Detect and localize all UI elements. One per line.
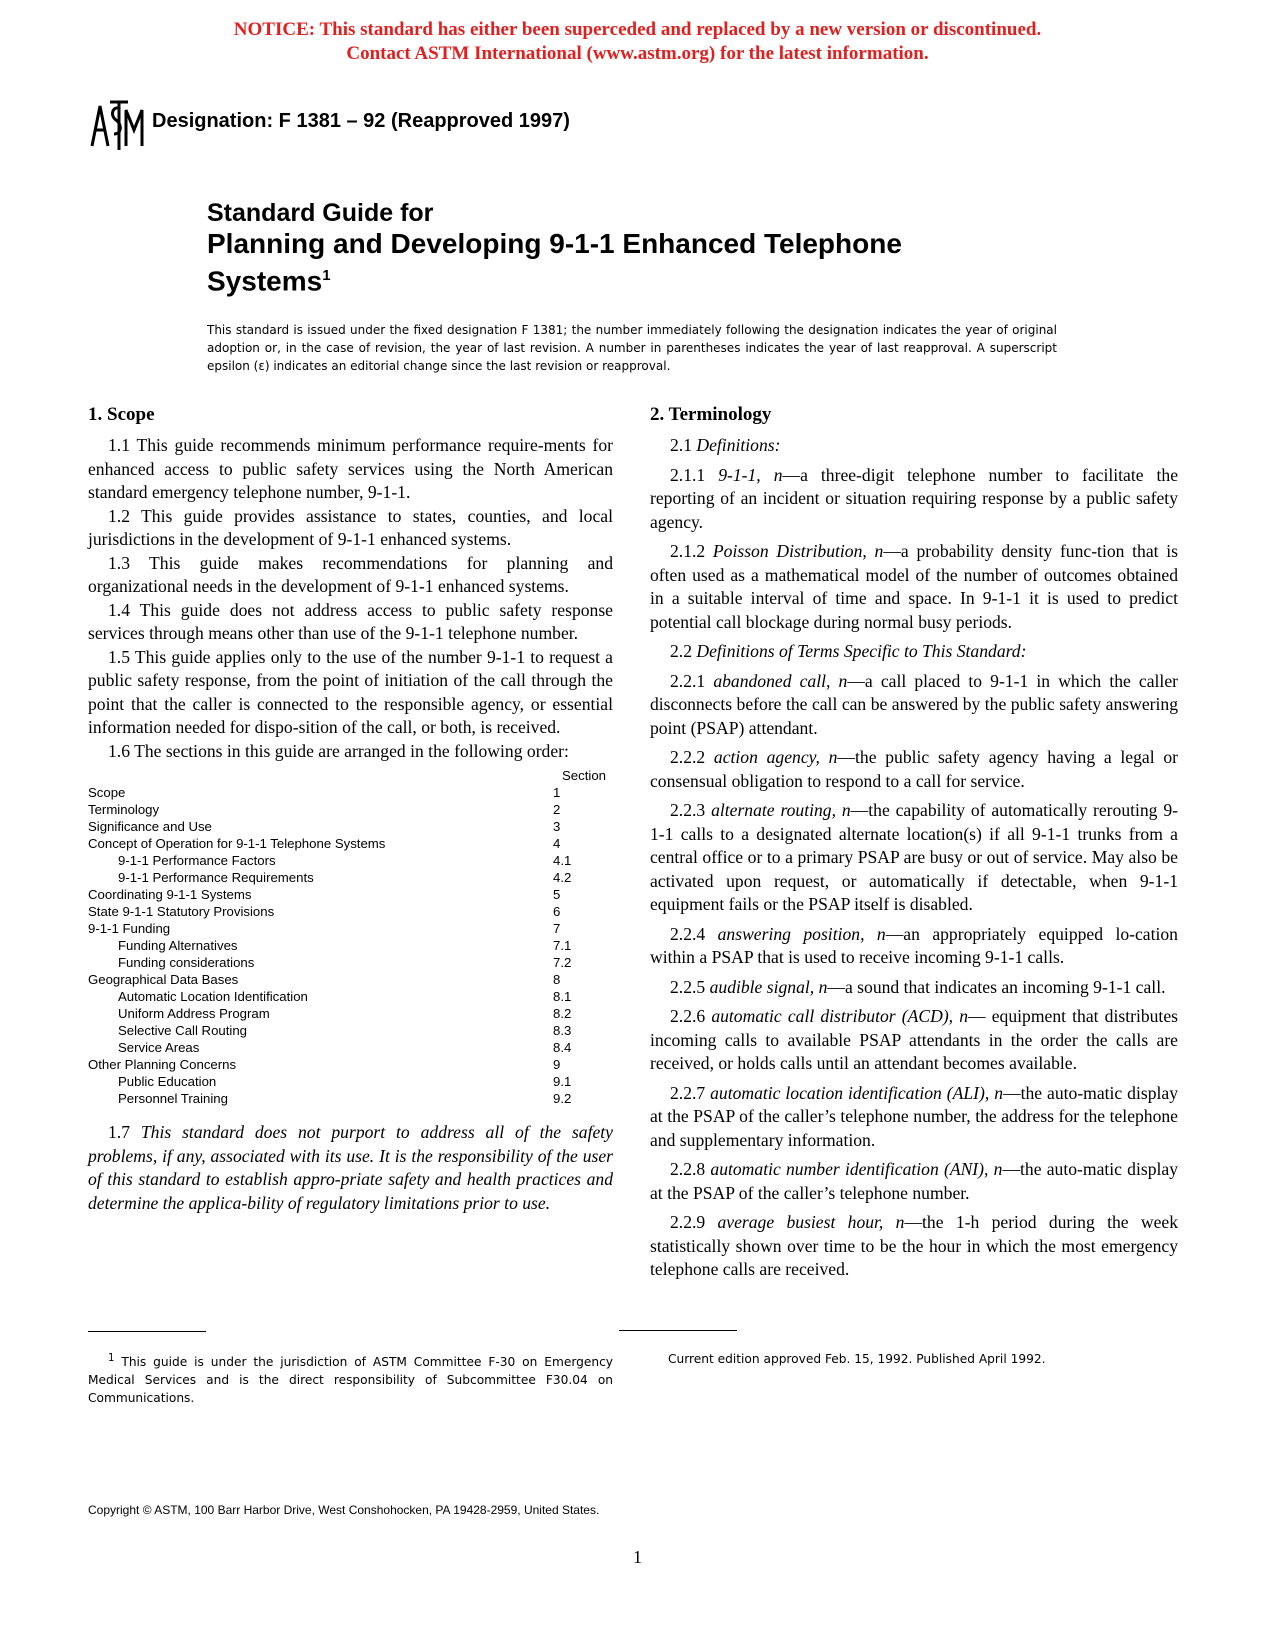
para-2-1: 2.1 Definitions: xyxy=(670,435,781,455)
definition-2-1-1: 2.1.1 9-1-1, n—a three-digit telephone number to facilitate the reporting of an incident or situation requiring response by a public safety agency. xyxy=(650,464,1179,532)
toc-label: Scope xyxy=(88,785,126,800)
definition-2-2-7: 2.2.7 automatic location identification (ALI), n—the auto-matic display at the PSAP of the caller’s telephone number, the address for the telephone and supplementary information. xyxy=(650,1082,1178,1150)
toc-label: Automatic Location Identification xyxy=(118,989,308,1004)
toc-section-number: 7.1 xyxy=(553,938,572,953)
toc-row xyxy=(88,954,613,971)
toc-section-number: 2 xyxy=(553,802,561,817)
toc-row xyxy=(88,784,613,801)
title-line-2: Planning and Developing 9-1-1 Enhanced Telephone xyxy=(207,228,902,259)
toc-label: Concept of Operation for 9-1-1 Telephone Systems xyxy=(88,836,386,851)
toc-row xyxy=(88,971,613,988)
toc-section-number: 4.1 xyxy=(553,853,572,868)
title-footnote-mark: 1 xyxy=(322,267,331,284)
toc-row xyxy=(88,988,613,1005)
right-column xyxy=(650,404,1178,1288)
toc-section-number: 4 xyxy=(553,836,561,851)
definition-2-2-3: 2.2.3 alternate routing, n—the capability of automatically rerouting 9-1-1 calls to a designated alternate location(s) if all 9-1-1 trunks from a central office or to a primary PSAP are busy or out of service. May also be activated upon request, or automatically if detectable, when 9-1-1 equipment fails or the PSAP itself is disabled. xyxy=(650,800,1178,914)
toc-section-number: 9.2 xyxy=(553,1091,572,1106)
toc-row xyxy=(88,937,613,954)
para-1-5: 1.5 This guide applies only to the use of the number 9-1-1 to request a public safety response, from the point of initiation of the call through the point that the caller is connected to the responsible agency, or essential information needed for dispo-sition of the call, or both, is received. xyxy=(88,646,613,737)
toc-section-number: 9 xyxy=(553,1057,561,1072)
toc-section-number: 9.1 xyxy=(553,1074,572,1089)
definition-2-2-1: 2.2.1 abandoned call, n—a call placed to 9-1-1 in which the caller disconnects before the call can be answered by the public safety answering point (PSAP) attendant. xyxy=(650,670,1178,738)
toc-section-number: 1 xyxy=(553,785,561,800)
toc-row xyxy=(88,1005,613,1022)
toc-label: Public Education xyxy=(118,1074,217,1089)
title-line-3: Systems xyxy=(207,265,323,297)
toc-label: Other Planning Concerns xyxy=(88,1057,237,1072)
footnote-rule-right xyxy=(619,1330,737,1331)
toc-section-number: 8.4 xyxy=(553,1040,572,1055)
toc-label: Geographical Data Bases xyxy=(88,972,239,987)
toc-row xyxy=(88,903,613,920)
toc-label: Funding Alternatives xyxy=(118,938,238,953)
toc-row xyxy=(88,886,613,903)
toc-section-number: 7 xyxy=(553,921,561,936)
toc-row xyxy=(88,835,613,852)
toc-section-number: 3 xyxy=(553,819,561,834)
notice-banner xyxy=(0,18,1275,66)
para-1-1: 1.1 This guide recommends minimum performance require-ments for enhanced access to public safety services using the North American standard emergency telephone number, 9-1-1. xyxy=(88,435,613,502)
toc-section-number: 7.2 xyxy=(553,955,572,970)
toc-row xyxy=(88,1073,613,1090)
toc-label: 9-1-1 Performance Requirements xyxy=(118,870,314,885)
terminology-heading: 2. Terminology xyxy=(650,404,772,425)
para-2-2: 2.2 Definitions of Terms Specific to This Standard: xyxy=(670,641,1027,661)
toc-label: Funding considerations xyxy=(118,955,255,970)
toc-header: Section xyxy=(562,768,606,783)
notice-line-1: NOTICE: This standard has either been superceded and replaced by a new version or discontinued. xyxy=(233,19,1042,40)
definition-2-2-4: 2.2.4 answering position, n—an appropriately equipped lo-cation within a PSAP that is used to receive incoming 9-1-1 calls. xyxy=(650,923,1178,967)
para-1-3: 1.3 This guide makes recommendations for planning and organizational needs in the development of 9-1-1 enhanced systems. xyxy=(88,552,613,596)
definition-2-1-2: 2.1.2 Poisson Distribution, n—a probability density func-tion that is often used as a mathematical model of the number of outcomes obtained in a suitable interval of time and space. In 9-1-1 it is used to predict potential call blockage during normal busy periods. xyxy=(650,541,1178,632)
toc-row xyxy=(88,869,613,886)
toc-label: Coordinating 9-1-1 Systems xyxy=(88,887,252,902)
toc-section-number: 8.2 xyxy=(553,1006,572,1021)
toc-section-number: 4.2 xyxy=(553,870,572,885)
toc-section-number: 5 xyxy=(553,887,561,902)
footnote-rule-left xyxy=(88,1331,206,1332)
definition-2-2-9: 2.2.9 average busiest hour, n—the 1-h period during the week statistically shown over time to be the hour in which the most emergency telephone calls are received. xyxy=(650,1212,1178,1279)
notice-line-2: Contact ASTM International (www.astm.org) for the latest information. xyxy=(346,43,929,64)
left-column xyxy=(88,404,613,1215)
para-1-2: 1.2 This guide provides assistance to states, counties, and local jurisdictions in the development of 9-1-1 enhanced systems. xyxy=(88,505,613,549)
document-title xyxy=(207,198,902,297)
toc-section-number: 8 xyxy=(553,972,561,987)
page-number: 1 xyxy=(633,1547,642,1567)
toc-label: State 9-1-1 Statutory Provisions xyxy=(88,904,275,919)
designation: Designation: F 1381 – 92 (Reapproved 1997) xyxy=(152,109,570,132)
toc-label: Terminology xyxy=(88,802,160,817)
toc-label: Service Areas xyxy=(118,1040,200,1055)
para-1-6: 1.6 The sections in this guide are arranged in the following order: xyxy=(108,740,569,761)
toc-row xyxy=(88,818,613,835)
footnote-1: $^1$ This guide is under the jurisdiction of ASTM Committee F-30 on Emergency Medical Services and is the direct responsibility of Subcommittee F30.04 on Communications. xyxy=(88,1353,613,1406)
para-1-7: 1.7 This standard does not purport to address all of the safety problems, if any, associated with its use. It is the responsibility of the user of this standard to establish appro-priate safety and health practices and determine the applica-bility of regulatory limitations prior to use. xyxy=(88,1122,613,1213)
toc-label: Selective Call Routing xyxy=(118,1023,248,1038)
toc-row xyxy=(88,1090,613,1107)
para-1-4: 1.4 This guide does not address access to public safety response services through means other than use of the 9-1-1 telephone number. xyxy=(88,599,613,643)
toc-row xyxy=(88,1056,613,1073)
toc-section-number: 8.1 xyxy=(553,989,572,1004)
designation-header xyxy=(88,96,570,152)
definition-2-2-2: 2.2.2 action agency, n—the public safety agency having a legal or consensual obligation to respond to a call for service. xyxy=(650,747,1178,791)
definition-2-2-5: 2.2.5 audible signal, n—a sound that indicates an incoming 9-1-1 call. xyxy=(670,976,1166,997)
footnote-edition: Current edition approved Feb. 15, 1992. Published April 1992. xyxy=(668,1352,1046,1366)
section-table xyxy=(88,767,613,1107)
toc-row xyxy=(88,801,613,818)
toc-row xyxy=(88,920,613,937)
toc-label: 9-1-1 Performance Factors xyxy=(118,853,276,868)
toc-row xyxy=(88,852,613,869)
toc-label: Personnel Training xyxy=(118,1091,228,1106)
toc-label: Significance and Use xyxy=(88,819,212,834)
toc-label: Uniform Address Program xyxy=(118,1006,270,1021)
toc-section-number: 8.3 xyxy=(553,1023,572,1038)
title-line-1: Standard Guide for xyxy=(207,199,434,227)
issued-statement: This standard is issued under the fixed designation F 1381; the number immediately following the designation indicates the year of original adoption or, in the case of revision, the year of last revision. A number in parentheses indicates the year of last reapproval. A superscript epsilon (ε) indicates an editorial change since the last revision or reapproval. xyxy=(207,323,1057,373)
toc-row xyxy=(88,1039,613,1056)
toc-row xyxy=(88,1022,613,1039)
scope-heading: 1. Scope xyxy=(88,404,155,425)
toc-section-number: 6 xyxy=(553,904,561,919)
definition-2-2-8: 2.2.8 automatic number identification (ANI), n—the auto-matic display at the PSAP of the caller’s telephone number. xyxy=(650,1159,1178,1203)
definition-2-2-6: 2.2.6 automatic call distributor (ACD), n— equipment that distributes incoming calls to available PSAP attendants in the order the calls are received, or holds calls until an attendant becomes available. xyxy=(650,1006,1178,1073)
toc-label: 9-1-1 Funding xyxy=(88,921,171,936)
astm-logo-icon xyxy=(88,96,144,152)
copyright: Copyright © ASTM, 100 Barr Harbor Drive, West Conshohocken, PA 19428-2959, United States. xyxy=(88,1503,600,1517)
